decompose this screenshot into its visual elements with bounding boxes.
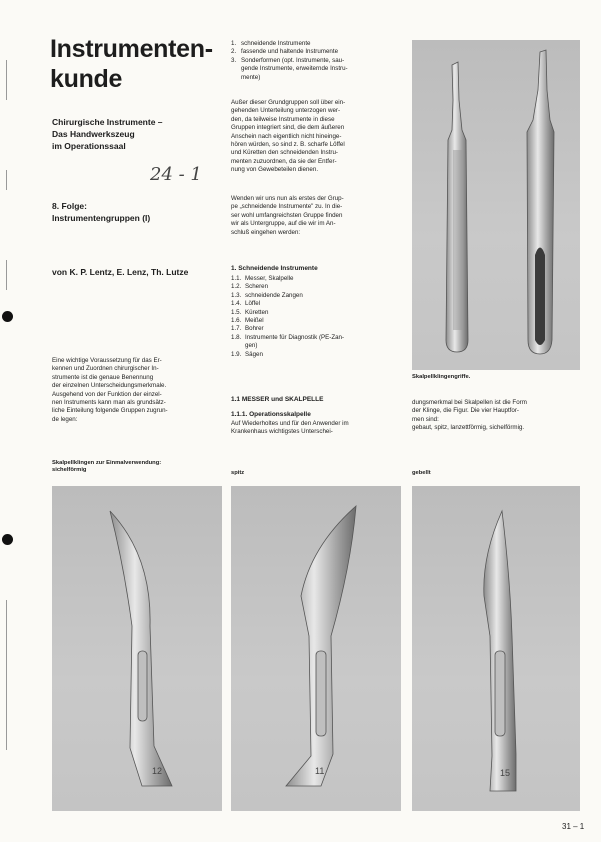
text-line: Wenden wir uns nun als erstes der Grup- xyxy=(231,195,344,202)
text-line: den, da teilweise Instrumente in diese xyxy=(231,115,335,123)
margin-mark xyxy=(6,60,7,100)
text-line: schluß eingehen werden: xyxy=(231,228,301,236)
list-text: Messer, Skalpelle xyxy=(245,275,294,282)
list-item xyxy=(231,300,406,308)
figure-caption: gebellt xyxy=(412,470,431,476)
text-line: Auf Wiederholtes und für den Anwender im xyxy=(231,420,349,427)
list-text: Bohrer xyxy=(245,325,264,333)
text-line: Anschein nach eigentlich nicht hineinge- xyxy=(231,132,342,140)
list-text: Sonderformen (opt. Instrumente, sau- xyxy=(241,56,345,64)
text-line: men sind: xyxy=(412,415,439,423)
list-text: fassende und haltende Instrumente xyxy=(241,48,339,56)
section-heading: 1. Schneidende Instrumente xyxy=(231,265,318,272)
margin-mark xyxy=(6,260,7,290)
title-line: Instrumenten- xyxy=(50,35,213,63)
series-heading xyxy=(52,200,222,224)
list-number: 1.5. xyxy=(231,308,242,316)
sickle-blade-photo xyxy=(52,486,222,811)
list-number: 1.2. xyxy=(231,283,242,291)
text-line: nung von Gewebeteilen dienen. xyxy=(231,166,319,174)
handwritten-note: 24 - 1 xyxy=(150,164,202,185)
list-text: Meißel xyxy=(245,317,264,325)
list-item xyxy=(231,48,406,56)
intro-paragraph xyxy=(52,357,222,424)
paragraph xyxy=(412,399,582,433)
paragraph xyxy=(231,195,406,237)
figure-caption: Skalpellklingengriffe. xyxy=(412,374,471,380)
group-list xyxy=(231,40,406,82)
text-line: Außer dieser Grundgruppen soll über ein- xyxy=(231,99,346,106)
list-text: Küretten xyxy=(245,308,269,316)
text-line: wir als Untergruppe, auf die wir im An- xyxy=(231,220,336,228)
subtitle-line: Das Handwerkszeug xyxy=(52,129,135,139)
list-number: 3. xyxy=(231,56,237,64)
series-line: Instrumentengruppen (I) xyxy=(52,213,151,223)
list-item xyxy=(231,325,406,333)
text-line: strumente ist die genaue Benennung xyxy=(52,373,154,381)
list-item xyxy=(231,342,406,350)
figure-caption xyxy=(52,460,222,474)
text-line: der Klinge, die Figur. Die vier Hauptfor- xyxy=(412,407,519,415)
text-line: dungsmerkmal bei Skalpellen ist die Form xyxy=(412,399,527,406)
list-number: 1.3. xyxy=(231,291,242,299)
pointed-blade-photo xyxy=(231,486,401,811)
list-text: Sägen xyxy=(245,350,263,358)
list-number xyxy=(231,65,241,73)
list-text: mente) xyxy=(241,73,261,81)
list-number xyxy=(231,74,241,82)
list-text: Löffel xyxy=(245,300,261,308)
text-line: und Küretten den schneidenden Instru- xyxy=(231,149,338,157)
list-number: 1.1. xyxy=(231,275,242,282)
list-item xyxy=(231,275,406,283)
text-line: pe „schneidende Instrumente" zu. In die- xyxy=(231,203,343,211)
text-line: hören würden, so sind z. B. scharfe Löffel xyxy=(231,141,345,149)
margin-mark xyxy=(6,170,7,190)
title-line: kunde xyxy=(50,65,123,93)
text-line: nen Instruments kann man als grundsätz- xyxy=(52,399,166,407)
text-line: liche Einteilung folgende Gruppen zugrun- xyxy=(52,407,168,415)
authors: von K. P. Lentz, E. Lenz, Th. Lutze xyxy=(52,267,189,277)
scalpel-handles-photo xyxy=(412,40,580,370)
list-item xyxy=(231,351,406,359)
caption-line: Skalpellklingen zur Einmalverwendung: xyxy=(52,460,162,466)
punch-hole xyxy=(2,534,13,545)
text-line: Gruppen integriert sind, die dem äußeren xyxy=(231,124,345,132)
sickle-blade-drawing xyxy=(52,486,222,811)
list-number: 2. xyxy=(231,48,237,56)
list-text: Scheren xyxy=(245,283,269,291)
list-text: schneidende Zangen xyxy=(245,291,303,299)
list-number: 1. xyxy=(231,40,237,47)
list-item xyxy=(231,309,406,317)
paragraph xyxy=(231,420,406,437)
blade-number: 12 xyxy=(152,766,163,776)
scalpel-handles-drawing xyxy=(412,40,580,370)
list-text: Instrumente für Diagnostik (PE-Zan- xyxy=(245,333,345,341)
text-line: ser wohl umfangreichsten Gruppe finden xyxy=(231,211,343,219)
list-item xyxy=(231,65,406,73)
page-number: 31 – 1 xyxy=(562,822,585,831)
list-item xyxy=(231,57,406,65)
list-item xyxy=(231,40,406,48)
text-line: Krankenhaus wichtigstes Unterschei- xyxy=(231,428,333,436)
list-number: 1.8. xyxy=(231,333,242,341)
list-number xyxy=(231,342,245,350)
subtitle-line: Chirurgische Instrumente – xyxy=(52,117,163,127)
subtitle-line: im Operationssaal xyxy=(52,141,126,151)
list-text: gen) xyxy=(245,342,258,350)
text-line: de legen: xyxy=(52,415,78,423)
pointed-blade-drawing xyxy=(231,486,401,811)
list-number: 1.4. xyxy=(231,300,242,308)
list-item xyxy=(231,334,406,342)
subsection-heading: 1.1 MESSER und SKALPELLE xyxy=(231,396,324,403)
list-item xyxy=(231,317,406,325)
bellied-blade-photo xyxy=(412,486,580,811)
page-title xyxy=(50,34,230,94)
blade-number: 11 xyxy=(315,766,325,776)
subsection-heading: 1.1.1. Operationsskalpelle xyxy=(231,411,311,418)
list-number: 1.7. xyxy=(231,325,242,333)
list-item xyxy=(231,292,406,300)
list-text: gende Instrumente, erweiternde Instru- xyxy=(241,65,348,73)
text-line: Ausgehend von der Funktion der einzel- xyxy=(52,390,162,398)
list-number: 1.6. xyxy=(231,317,242,325)
subtitle xyxy=(52,116,227,152)
series-line: 8. Folge: xyxy=(52,201,87,211)
list-number: 1.9. xyxy=(231,350,242,358)
figure-caption: spitz xyxy=(231,470,245,476)
text-line: gebaut, spitz, lanzettförmig, sichelförmig. xyxy=(412,424,525,432)
text-line: der einzelnen Unterscheidungsmerkmale. xyxy=(52,382,167,390)
caption-line: sichelförmig xyxy=(52,467,87,473)
list-item xyxy=(231,283,406,291)
list-item xyxy=(231,74,406,82)
punch-hole xyxy=(2,311,13,322)
text-line: gehenden Unterteilung unterzogen wer- xyxy=(231,107,341,115)
blade-number: 15 xyxy=(500,768,511,778)
subgroup-list xyxy=(231,275,406,359)
paragraph xyxy=(231,99,406,175)
text-line: kennen und Zuordnen chirurgischer In- xyxy=(52,365,159,373)
bellied-blade-drawing xyxy=(412,486,580,811)
list-text: schneidende Instrumente xyxy=(241,40,311,47)
text-line: Eine wichtige Voraussetzung für das Er- xyxy=(52,357,162,364)
text-line: menten zuzuordnen, da sie der Entfer- xyxy=(231,157,337,165)
margin-mark xyxy=(6,600,7,750)
